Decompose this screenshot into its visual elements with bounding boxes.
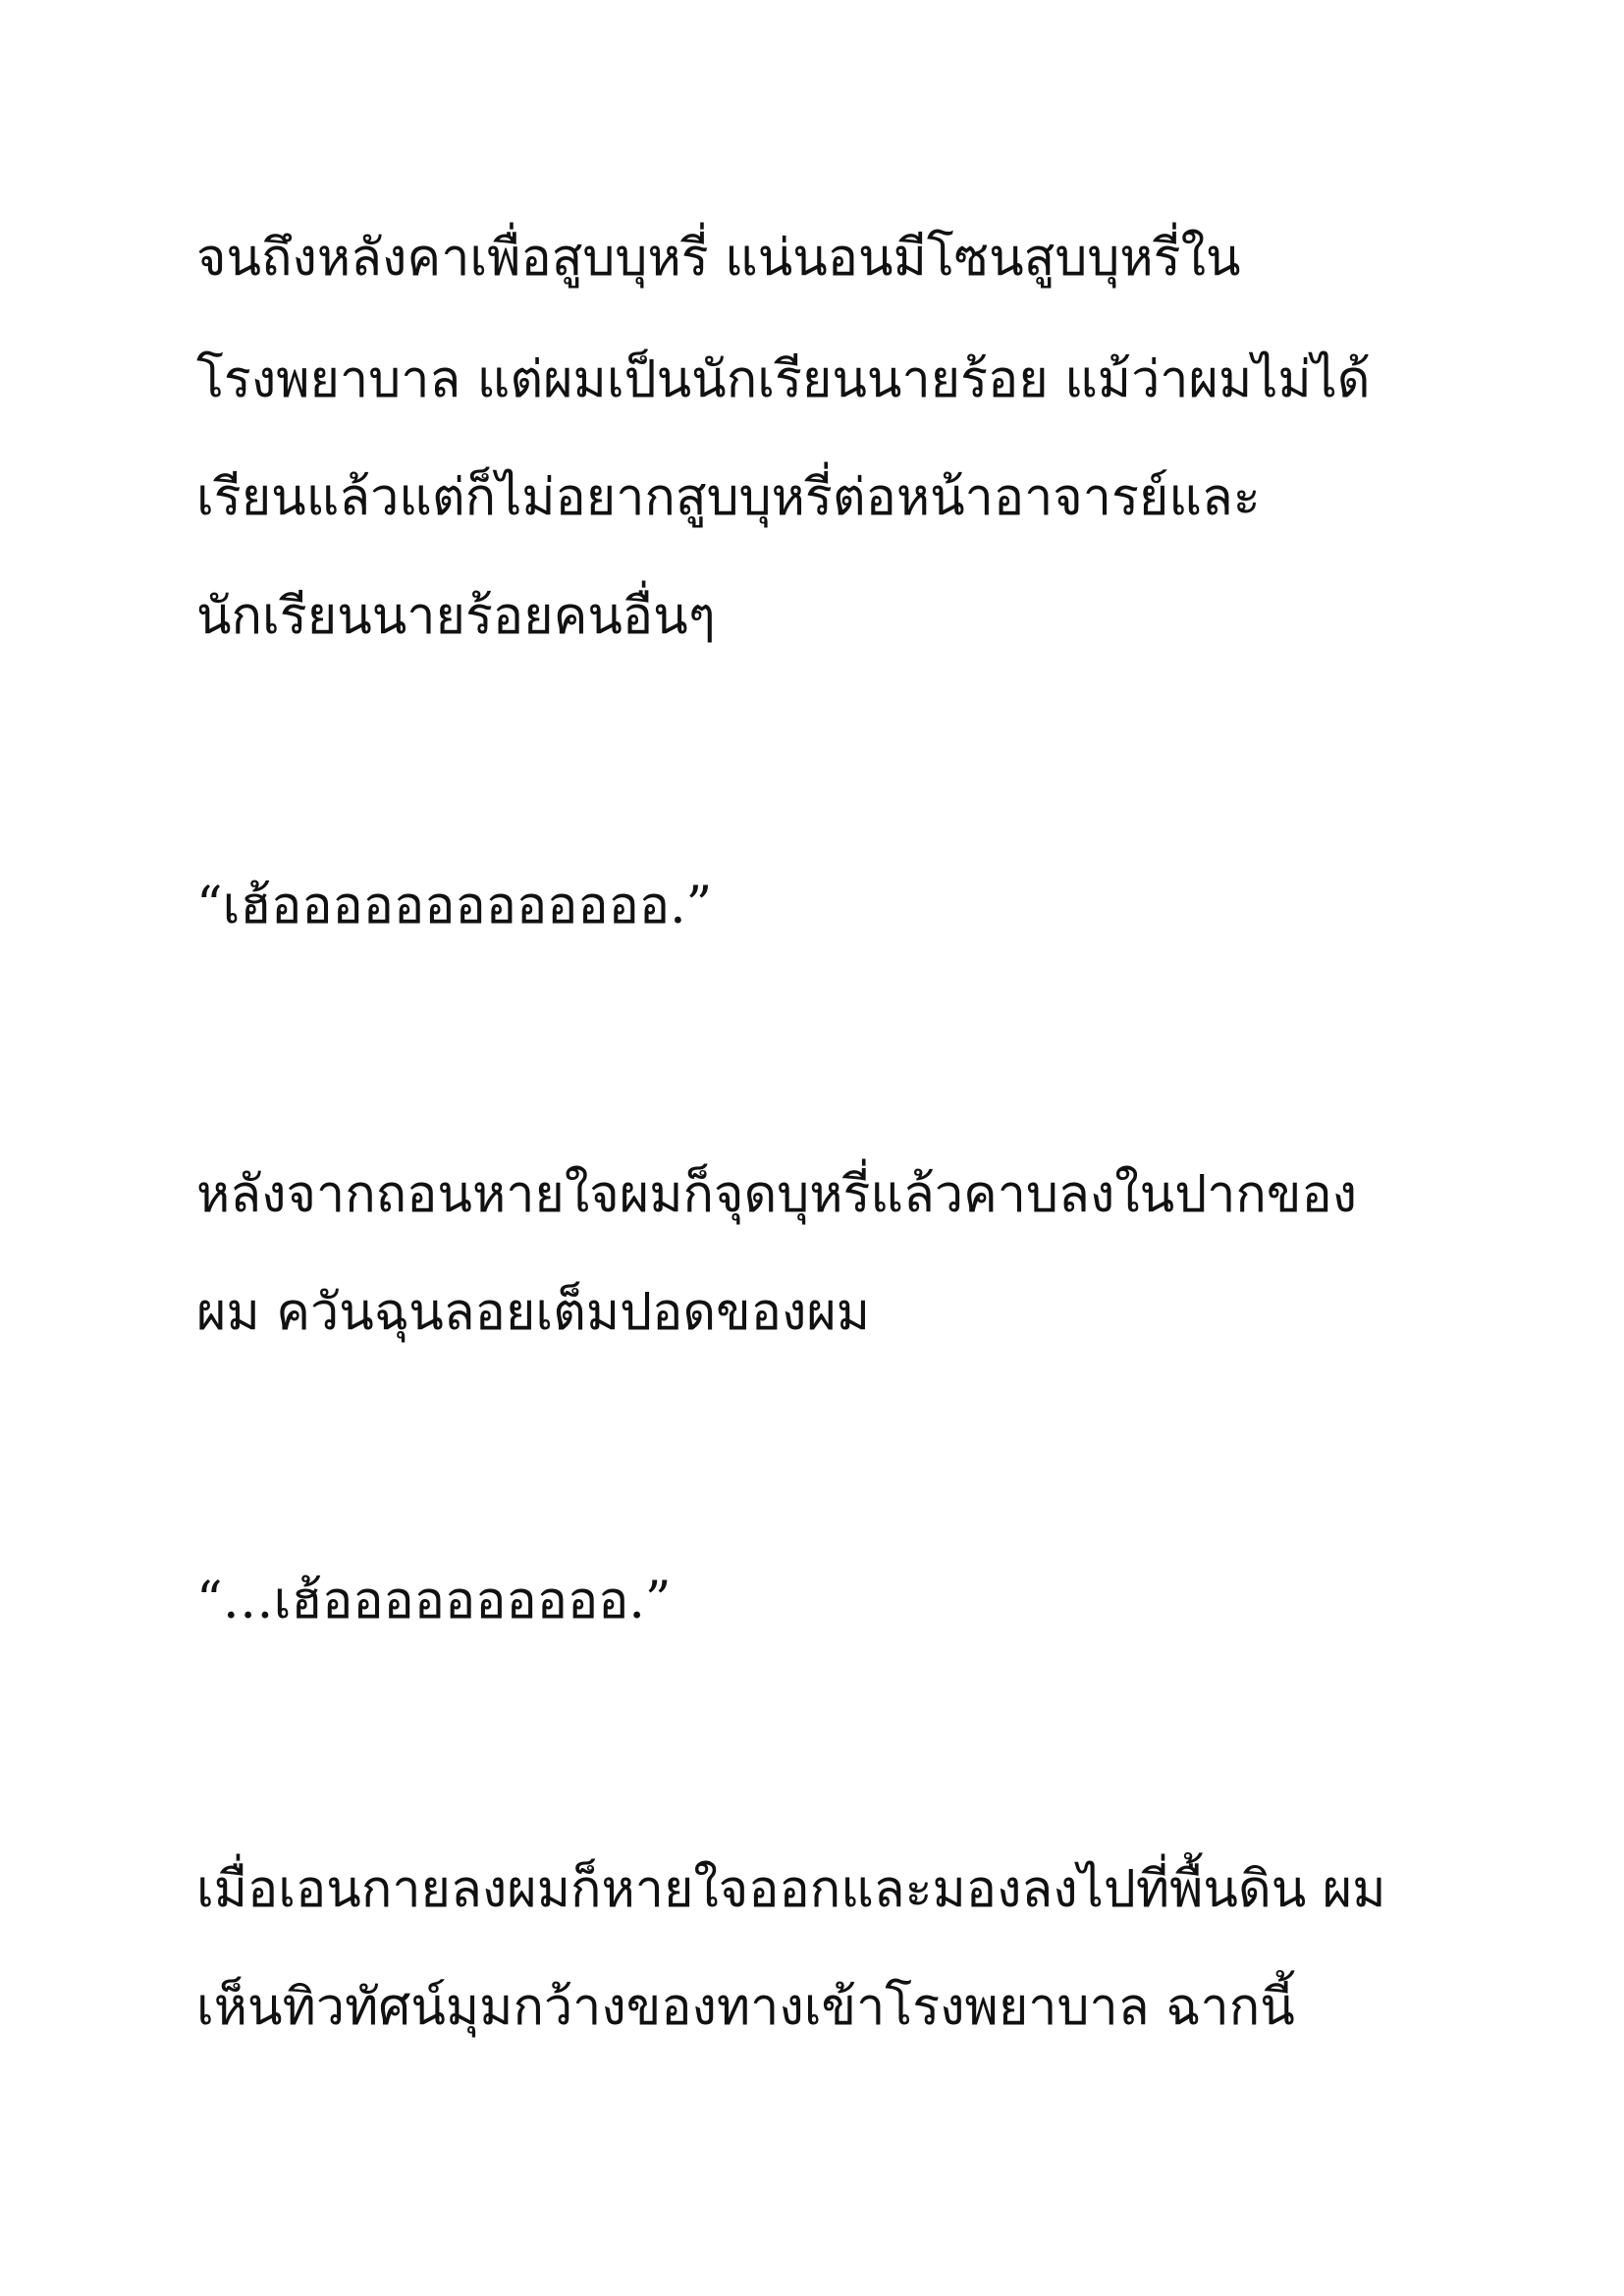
paragraph-2-line-1: หลังจากถอนหายใจผมก็จุดบุหรี่แล้วคาบลงในปากของ bbox=[196, 1165, 1358, 1224]
paragraph-1-line-1: จนถึงหลังคาเพื่อสูบบุหรี่ แน่นอนมีโซนสูบบุหรี่ใน bbox=[196, 229, 1241, 288]
paragraph-3-line-2: เห็นทิวทัศน์มุมกว้างของทางเข้าโรงพยาบาล ฉากนี้ bbox=[196, 1978, 1295, 2037]
dialogue-line-1: “เฮ้อออออออออออออ.” bbox=[196, 877, 713, 935]
dialogue-line-2: “…เฮ้ออออออออออ.” bbox=[196, 1572, 672, 1630]
paragraph-2-line-2: ผม ควันฉุนลอยเต็มปอดของผม bbox=[196, 1283, 871, 1342]
paragraph-3-line-1: เมื่อเอนกายลงผมก็หายใจออกและมองลงไปที่พื้นดิน ผม bbox=[196, 1860, 1386, 1919]
paragraph-1-line-3: เรียนแล้วแต่ก็ไม่อยากสูบบุหรี่ต่อหน้าอาจารย์และ bbox=[196, 468, 1261, 527]
paragraph-1-line-4: นักเรียนนายร้อยคนอื่นๆ bbox=[196, 587, 716, 646]
paragraph-1-line-2: โรงพยาบาล แต่ผมเป็นนักเรียนนายร้อย แม้ว่าผมไม่ได้ bbox=[196, 350, 1371, 409]
